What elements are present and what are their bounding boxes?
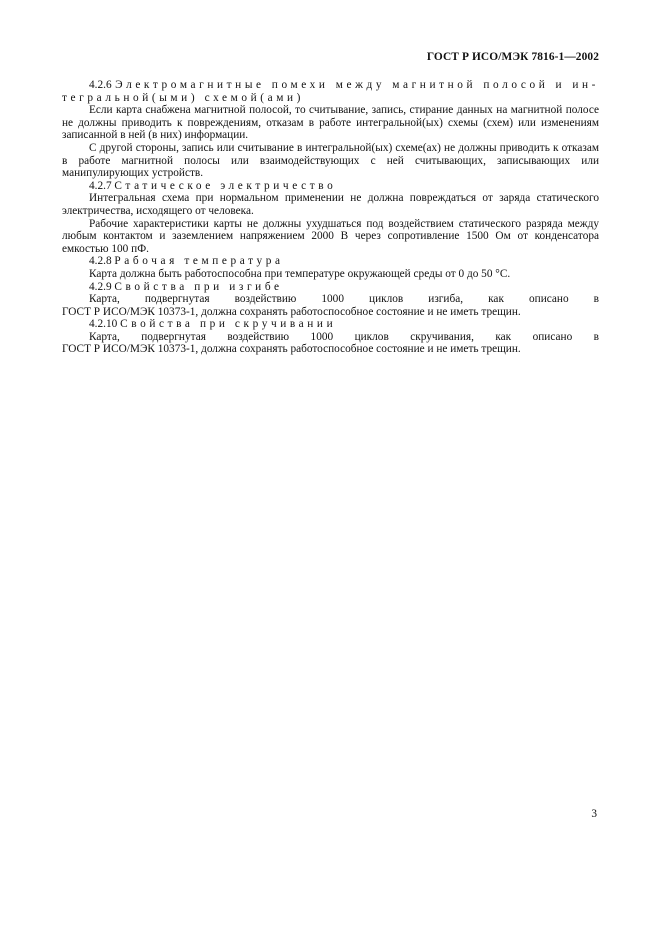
section-number: 4.2.10 bbox=[89, 318, 118, 331]
section-4-2-10-paragraph-line1: Карта, подвергнутая воздействию 1000 циклов скручивания, как описано в bbox=[89, 330, 599, 343]
section-title-line2: тегральной(ыми) схемой(ами) bbox=[62, 91, 305, 104]
section-4-2-9-paragraph-line2: ГОСТ Р ИСО/МЭК 10373-1, должна сохранять работоспособное состояние и не иметь трещин. bbox=[62, 305, 521, 318]
section-title-line1: Электромагнитные помехи между магнитной полосой и ин- bbox=[115, 79, 600, 91]
document-body bbox=[62, 79, 599, 356]
section-number: 4.2.9 bbox=[89, 280, 112, 293]
section-4-2-7-paragraph-2: Рабочие характеристики карты не должны ухудшаться под воздействием статического разряда между любым контактом и заземлением напряжением 2000 В через сопротивление 1500 Ом от конденсатора емкостью 100 пФ. bbox=[62, 217, 599, 255]
section-4-2-9-paragraph-line1: Карта, подвергнутая воздействию 1000 циклов изгиба, как описано в bbox=[89, 293, 599, 306]
section-4-2-8-heading bbox=[62, 255, 599, 268]
section-4-2-7-heading bbox=[62, 180, 599, 193]
section-title: Свойства при скручивании bbox=[120, 318, 337, 331]
section-title: Свойства при изгибе bbox=[114, 280, 283, 293]
section-4-2-6-paragraph-2: С другой стороны, запись или считывание в интегральной(ых) схеме(ах) не должны приводить к отказам в работе магнитной полосы или взаимодействующих с ней считывающих, записывающих или манипулирующих устройств. bbox=[62, 141, 599, 180]
section-4-2-7-paragraph-1: Интегральная схема при нормальном применении не должна повреждаться от заряда статического электричества, исходящего от человека. bbox=[62, 192, 599, 217]
section-title: Статическое электричество bbox=[114, 179, 337, 192]
section-4-2-6-heading bbox=[62, 79, 599, 92]
section-4-2-10-heading bbox=[62, 318, 599, 331]
standard-code-header: ГОСТ Р ИСО/МЭК 7816-1—2002 bbox=[426, 51, 599, 63]
section-4-2-10-paragraph-line2: ГОСТ Р ИСО/МЭК 10373-1, должна сохранять работоспособное состояние и не иметь трещин. bbox=[62, 343, 521, 356]
section-number: 4.2.6 bbox=[89, 79, 112, 91]
section-4-2-8-paragraph-1: Карта должна быть работоспособна при температуре окружающей среды от 0 до 50 °С. bbox=[89, 267, 511, 280]
section-number: 4.2.8 bbox=[89, 255, 112, 268]
section-number: 4.2.7 bbox=[89, 179, 112, 192]
section-4-2-6-heading-cont bbox=[62, 92, 599, 105]
section-4-2-6-paragraph-1: Если карта снабжена магнитной полосой, то считывание, запись, стирание данных на магнитной полосе не должны приводить к повреждениям, отказам в работе интегральной(ых) схемы (схем) или изменениям записанной в ней (в них) информации. bbox=[62, 104, 599, 142]
section-title: Рабочая температура bbox=[114, 255, 284, 268]
section-4-2-9-heading bbox=[62, 281, 599, 294]
page-number: 3 bbox=[591, 808, 597, 820]
